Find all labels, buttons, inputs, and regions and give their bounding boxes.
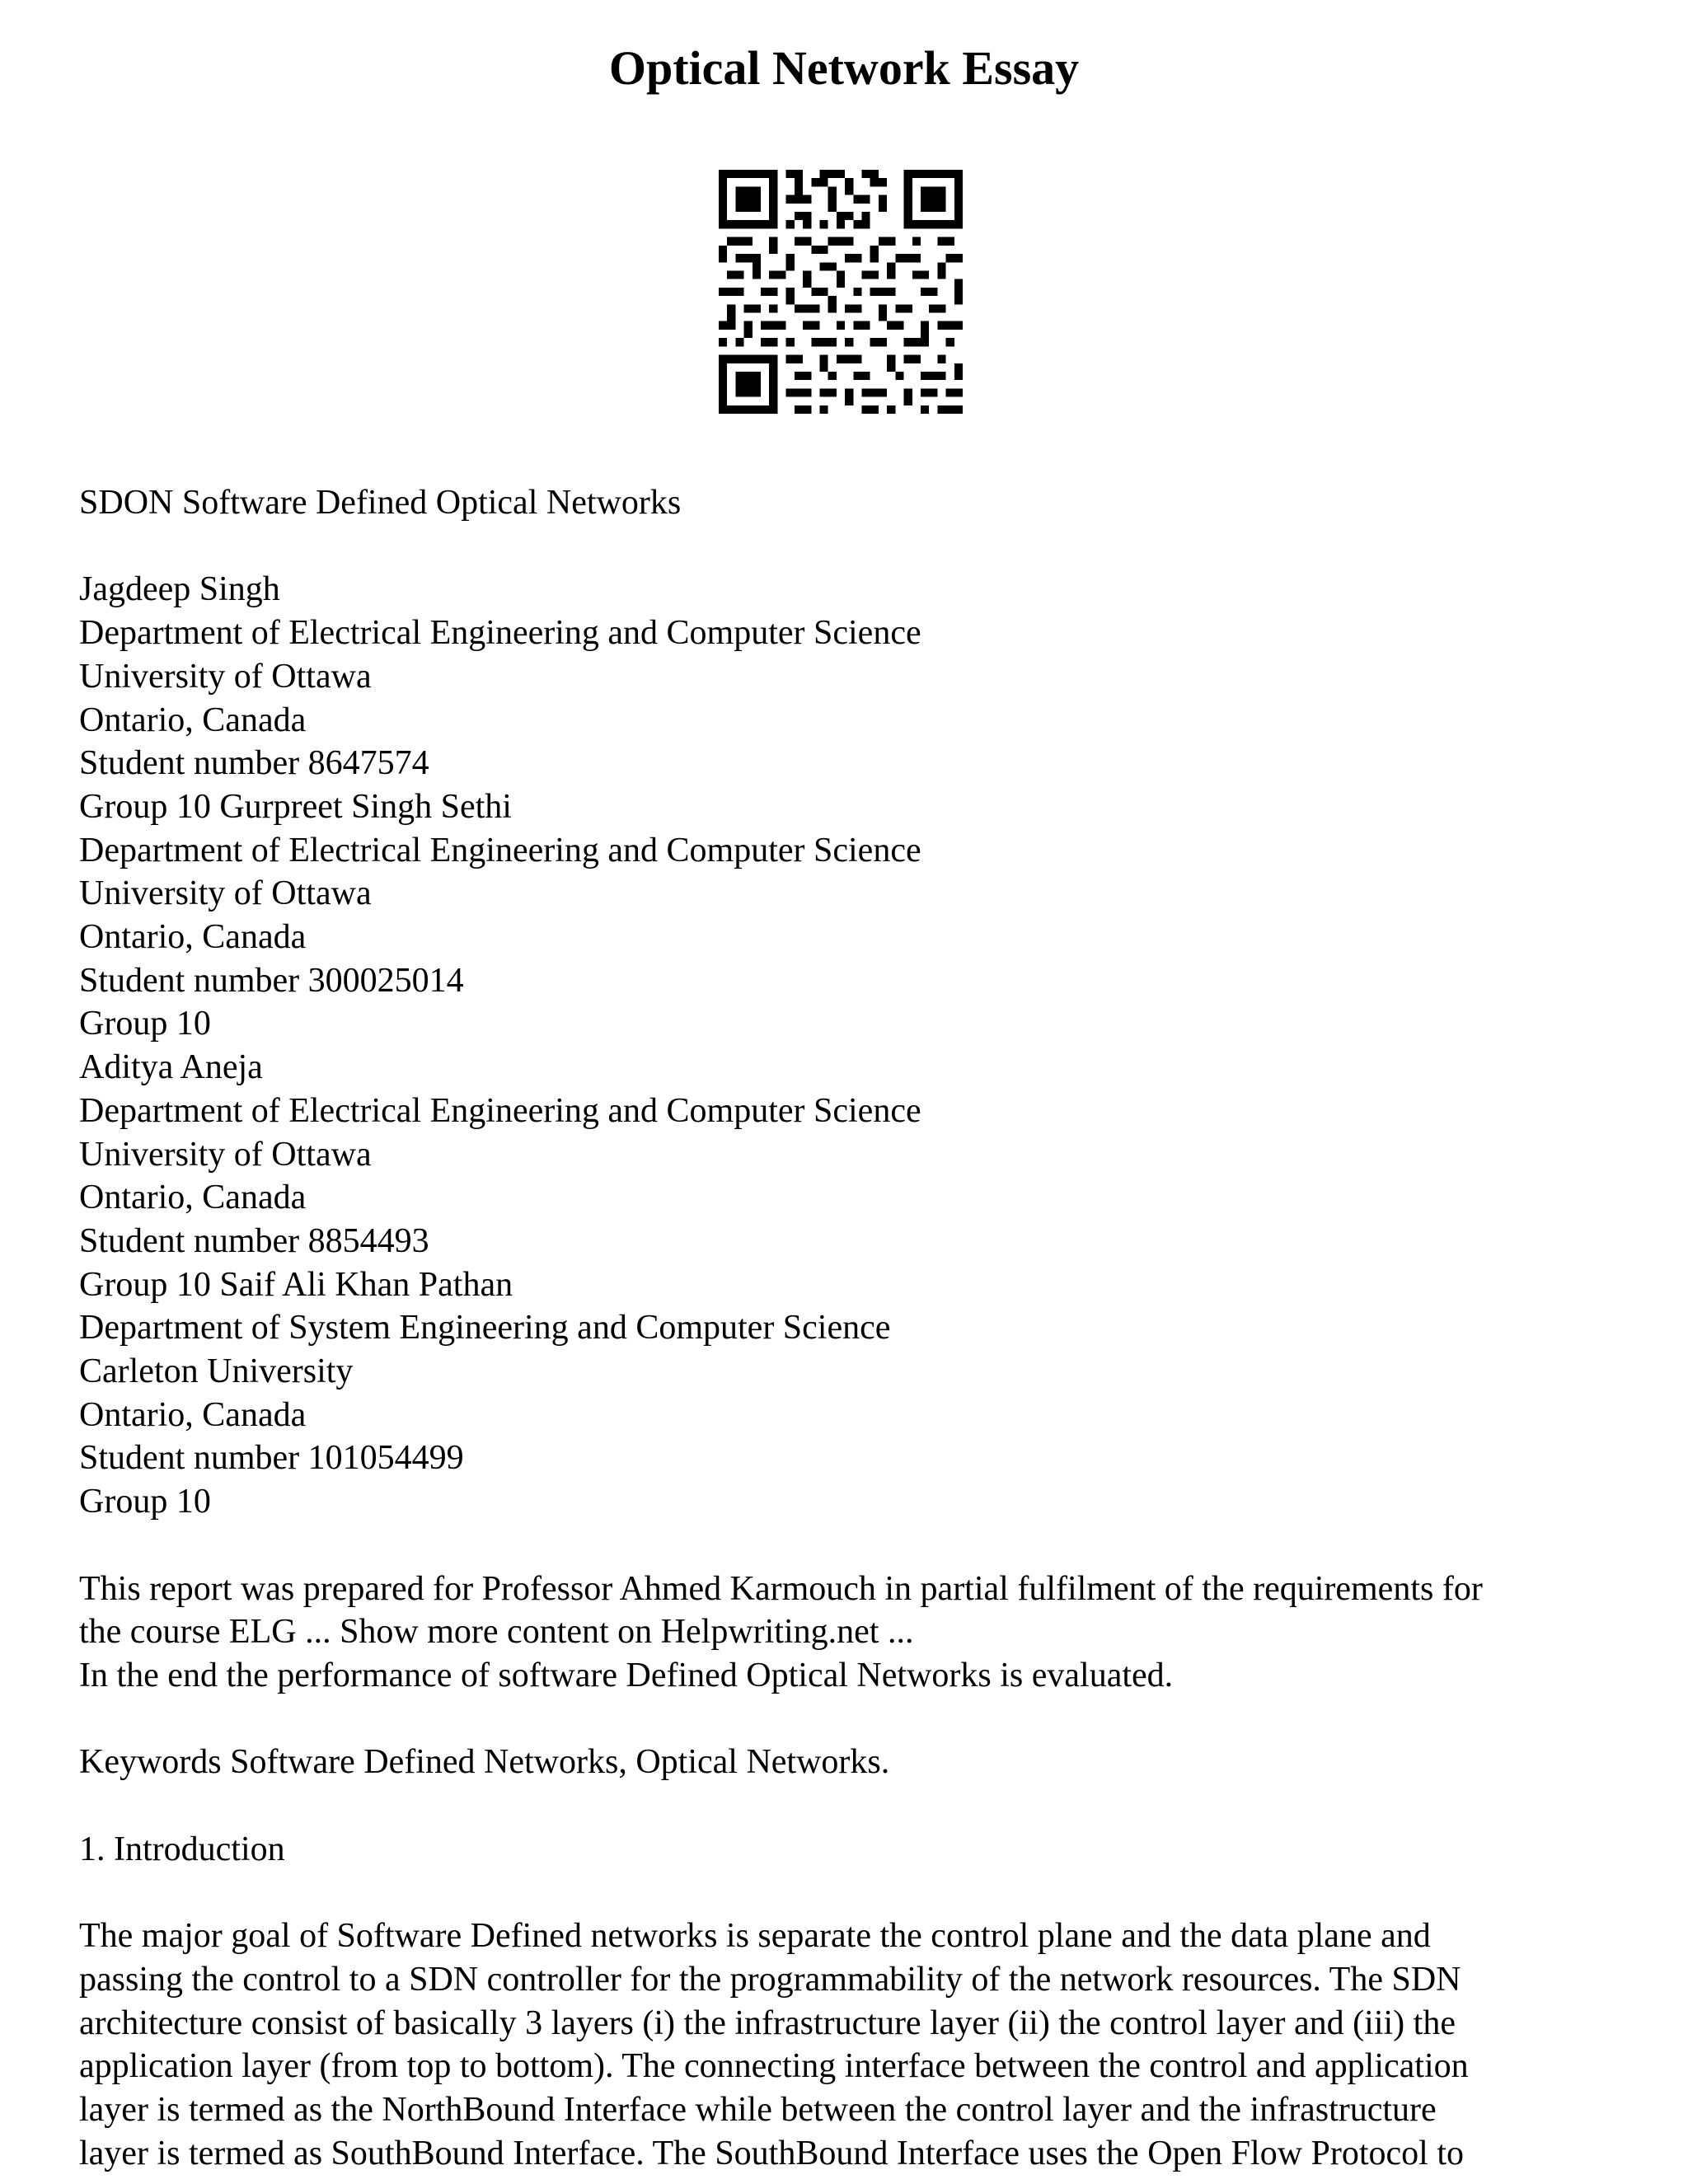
introduction-line: The major goal of Software Defined networks is separate the control plane and the data plane and xyxy=(79,1917,1431,1956)
introduction-paragraph xyxy=(79,1915,1645,2175)
author-line: Ontario, Canada xyxy=(79,918,307,957)
author-line: Group 10 Gurpreet Singh Sethi xyxy=(79,787,512,826)
qr-code-icon xyxy=(719,170,963,414)
abstract-line: In the end the performance of software Defined Optical Networks is evaluated. xyxy=(79,1656,1174,1694)
introduction-line: architecture consist of basically 3 layers (i) the infrastructure layer (ii) the control layer and (iii) the xyxy=(79,2004,1456,2042)
document-body xyxy=(79,481,1645,2175)
author-line: Group 10 Saif Ali Khan Pathan xyxy=(79,1265,513,1304)
introduction-line: passing the control to a SDN controller for the programmability of the network resources. The SDN xyxy=(79,1960,1461,1999)
section-heading xyxy=(79,1828,1645,1872)
author-line: Ontario, Canada xyxy=(79,1395,307,1434)
author-line: University of Ottawa xyxy=(79,657,372,696)
introduction-line: layer is termed as the NorthBound Interface while between the control layer and the infrastructure xyxy=(79,2090,1437,2129)
author-block xyxy=(79,568,1645,1523)
author-line: Ontario, Canada xyxy=(79,1179,307,1217)
section-heading-text: 1. Introduction xyxy=(79,1830,285,1868)
keywords-paragraph xyxy=(79,1741,1645,1784)
abstract-line: the course ELG ... Show more content on Helpwriting.net ... xyxy=(79,1613,914,1652)
heading-line-text: SDON Software Defined Optical Networks xyxy=(79,484,682,522)
author-line: Ontario, Canada xyxy=(79,701,307,739)
author-line: Student number 300025014 xyxy=(79,961,464,1000)
introduction-line: application layer (from top to bottom). The connecting interface between the control and application xyxy=(79,2047,1469,2086)
page-title: Optical Network Essay xyxy=(608,41,1080,95)
author-line: Carleton University xyxy=(79,1352,354,1391)
author-line: Group 10 xyxy=(79,1005,211,1043)
author-line: Jagdeep Singh xyxy=(79,570,280,609)
document-heading-line xyxy=(79,481,1645,525)
author-line: Student number 8647574 xyxy=(79,744,429,783)
keywords-line: Keywords Software Defined Networks, Optical Networks. xyxy=(79,1743,890,1782)
introduction-line: layer is termed as SouthBound Interface. The SouthBound Interface uses the Open Flow Protocol to xyxy=(79,2134,1465,2172)
abstract-line: This report was prepared for Professor Ahmed Karmouch in partial fulfilment of the requirements for xyxy=(79,1569,1483,1608)
author-line: Department of Electrical Engineering and Computer Science xyxy=(79,831,921,869)
author-line: Department of System Engineering and Computer Science xyxy=(79,1309,891,1347)
author-line: University of Ottawa xyxy=(79,1135,372,1174)
author-line: Department of Electrical Engineering and Computer Science xyxy=(79,614,921,653)
author-line: University of Ottawa xyxy=(79,874,372,913)
author-line: Group 10 xyxy=(79,1483,211,1521)
author-line: Student number 8854493 xyxy=(79,1221,429,1260)
author-line: Department of Electrical Engineering and Computer Science xyxy=(79,1091,921,1130)
abstract-paragraph xyxy=(79,1568,1645,1698)
author-line: Student number 101054499 xyxy=(79,1439,464,1478)
author-line: Aditya Aneja xyxy=(79,1048,263,1087)
